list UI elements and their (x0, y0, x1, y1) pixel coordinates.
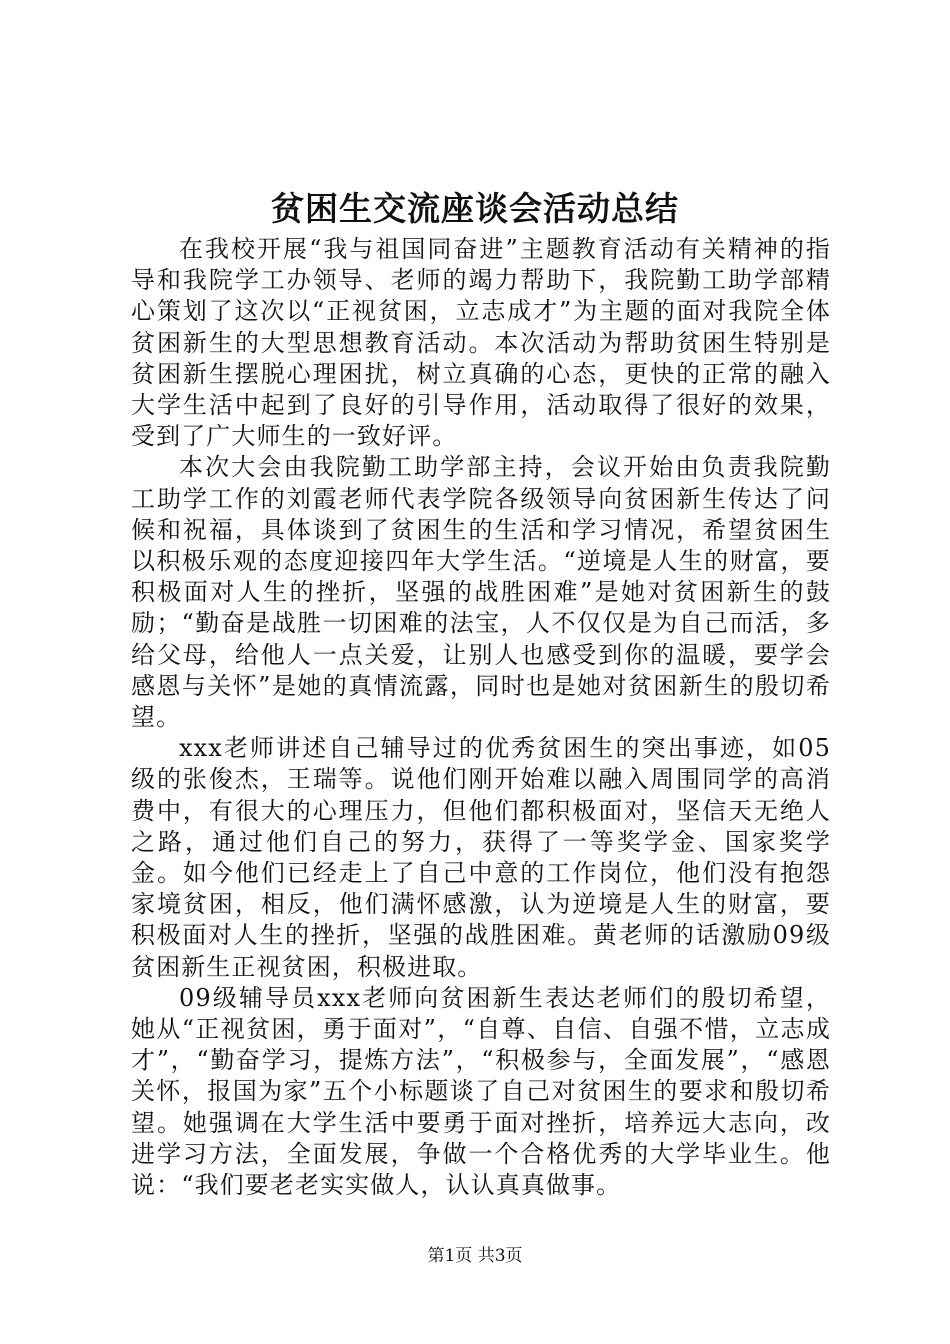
document-title: 贫困生交流座谈会活动总结 (271, 189, 679, 228)
paragraph-2: 本次大会由我院勤工助学部主持，会议开始由负责我院勤工助学工作的刘霞老师代表学院各级领导向贫困新生传达了问候和祝福，具体谈到了贫困生的生活和学习情况，希望贫困生以积极乐观的态度迎接四年大学生活。“逆境是人生的财富，要积极面对人生的挫折，坚强的战胜困难”是她对贫困新生的鼓励；“勤奋是战胜一切困难的法宝，人不仅仅是为自己而活，多给父母，给他人一点关爱，让别人也感受到你的温暖，要学会感恩与关怀”是她的真情流露，同时也是她对贫困新生的殷切希望。 (131, 453, 831, 732)
paragraph-4: 09级辅导员xxx老师向贫困新生表达老师们的殷切希望，她从“正视贫困，勇于面对”，“自尊、自信、自强不惜，立志成才”，“勤奋学习，提炼方法”，“积极参与，全面发展”，“感恩关怀，报国为家”五个小标题谈了自己对贫困生的要求和殷切希望。她强调在大学生活中要勇于面对挫折，培养远大志向，改进学习方法，全面发展，争做一个合格优秀的大学毕业生。他说：“我们要老老实实做人，认认真真做事。 (131, 983, 831, 1200)
page-number-footer: 第1页 共3页 (427, 1246, 523, 1266)
paragraph-1: 在我校开展“我与祖国同奋进”主题教育活动有关精神的指导和我院学工办领导、老师的竭力帮助下，我院勤工助学部精心策划了这次以“正视贫困，立志成才”为主题的面对我院全体贫困新生的大型思想教育活动。本次活动为帮助贫困生特别是贫困新生摆脱心理困扰，树立真确的心态，更快的正常的融入大学生活中起到了良好的引导作用，活动取得了很好的效果，受到了广大师生的一致好评。 (131, 235, 831, 451)
document-body (131, 234, 831, 1201)
paragraph-3: xxx老师讲述自己辅导过的优秀贫困生的突出事迹，如05级的张俊杰，王瑞等。说他们刚开始难以融入周围同学的高消费中，有很大的心理压力，但他们都积极面对，坚信天无绝人之路，通过他们自己的努力，获得了一等奖学金、国家奖学金。如今他们已经走上了自己中意的工作岗位，他们没有抱怨家境贫困，相反，他们满怀感激，认为逆境是人生的财富，要积极面对人生的挫折，坚强的战胜困难。黄老师的话激励09级贫困新生正视贫困，积极进取。 (131, 734, 831, 981)
